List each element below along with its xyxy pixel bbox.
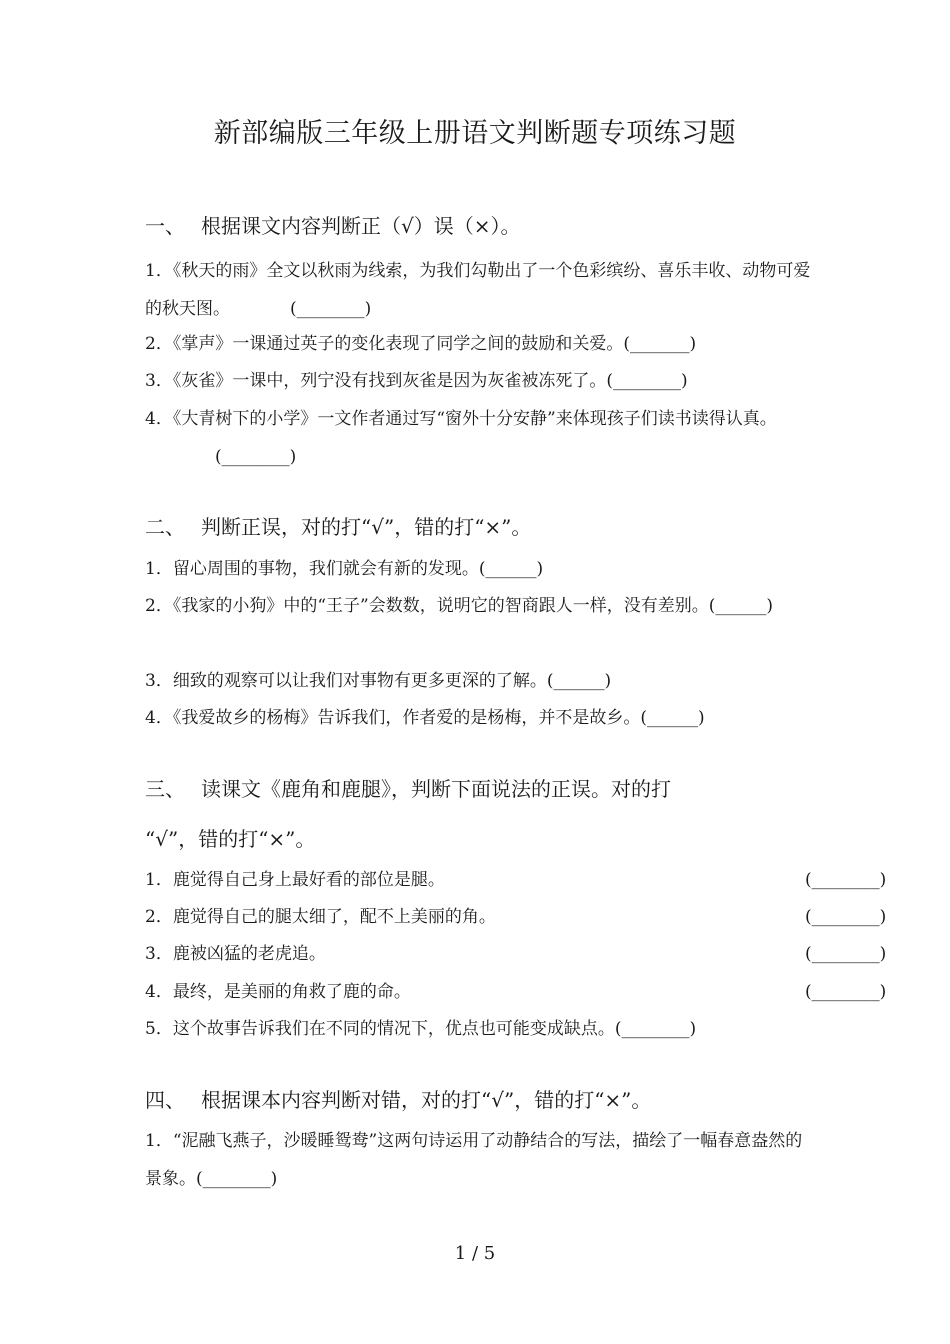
section-text: 根据课本内容判断对错，对的打“√”，错的打“×”。: [201, 1088, 652, 1112]
section-number: 二、: [145, 515, 185, 539]
question-1-4: [145, 400, 815, 476]
question-3-2: [145, 907, 887, 927]
question-text: 4．最终，是美丽的角救了鹿的命。: [145, 982, 411, 1002]
question-text: 4．《大青树下的小学》一文作者通过写“窗外十分安静”来体现孩子们读书读得认真。: [145, 409, 777, 429]
answer-blank[interactable]: (________): [805, 982, 887, 1002]
section-number: 三、: [145, 777, 185, 801]
section-3-heading: [145, 773, 671, 802]
answer-blank[interactable]: (________): [805, 870, 887, 890]
page-number: 1 / 5: [454, 1243, 496, 1264]
question-text: 2．《我家的小狗》中的“王子”会数数，说明它的智商跟人一样，没有差别。: [145, 596, 709, 616]
answer-blank[interactable]: (________): [196, 1169, 278, 1189]
answer-blank[interactable]: (_______): [623, 334, 697, 354]
answer-blank[interactable]: (______): [478, 559, 544, 579]
answer-blank[interactable]: (________): [215, 447, 297, 467]
question-1-3: [145, 373, 688, 390]
section-text: 根据课文内容判断正（√）误（×）。: [201, 214, 521, 238]
question-text: 1．“泥融飞燕子，沙暖睡鸳鸯”这两句诗运用了动静结合的写法，描绘了一幅春意盎然的景象。: [145, 1131, 803, 1189]
question-3-4: [145, 982, 887, 1002]
question-1-2: [145, 336, 696, 353]
question-text: 1．留心周围的事物，我们就会有新的发现。: [145, 559, 479, 579]
question-text: 2．鹿觉得自己的腿太细了，配不上美丽的角。: [145, 907, 496, 927]
question-text: 4．《我爱故乡的杨梅》告诉我们，作者爱的是杨梅，并不是故乡。: [145, 708, 641, 728]
question-2-1: [145, 561, 543, 578]
question-text: 3．细致的观察可以让我们对事物有更多更深的了解。: [145, 671, 547, 691]
section-2-heading: [145, 511, 531, 540]
answer-blank[interactable]: (________): [606, 371, 688, 391]
question-text: 5．这个故事告诉我们在不同的情况下，优点也可能变成缺点。: [145, 1019, 615, 1039]
question-text: 1．《秋天的雨》全文以秋雨为线索，为我们勾勒出了一个色彩缤纷、喜乐丰收、动物可爱的秋天图。: [145, 261, 811, 319]
answer-blank[interactable]: (______): [546, 671, 612, 691]
answer-blank[interactable]: (________): [614, 1019, 697, 1039]
question-text: 2．《掌声》一课通过英子的变化表现了同学之间的鼓励和关爱。: [145, 334, 624, 354]
question-text: 3．《灰雀》一课中，列宁没有找到灰雀是因为灰雀被冻死了。: [145, 371, 607, 391]
question-3-1: [145, 870, 887, 890]
question-2-3: [145, 673, 611, 690]
section-1-heading: [145, 210, 521, 239]
answer-blank[interactable]: (______): [708, 596, 773, 616]
question-3-3: [145, 944, 887, 964]
section-text: 判断正误，对的打“√”，错的打“×”。: [201, 515, 532, 539]
section-4-heading: [145, 1084, 651, 1113]
question-1-1: [145, 252, 815, 328]
answer-blank[interactable]: (________): [290, 299, 372, 319]
question-text: 1．鹿觉得自己身上最好看的部位是腿。: [145, 870, 445, 890]
answer-blank[interactable]: (________): [805, 944, 887, 964]
section-text: 读课文《鹿角和鹿腿》，判断下面说法的正误。对的打: [201, 777, 671, 801]
section-number: 一、: [145, 214, 185, 238]
question-3-5: [145, 1021, 696, 1038]
section-3-heading-continued: “√”，错的打“×”。: [145, 827, 316, 851]
page-title: 新部编版三年级上册语文判断题专项练习题: [213, 118, 737, 149]
question-2-4: [145, 710, 705, 727]
question-4-1: [145, 1122, 815, 1198]
section-number: 四、: [145, 1088, 185, 1112]
answer-blank[interactable]: (______): [640, 708, 705, 728]
answer-blank[interactable]: (________): [805, 907, 887, 927]
question-text: 3．鹿被凶猛的老虎追。: [145, 944, 326, 964]
question-2-2: [145, 587, 815, 625]
